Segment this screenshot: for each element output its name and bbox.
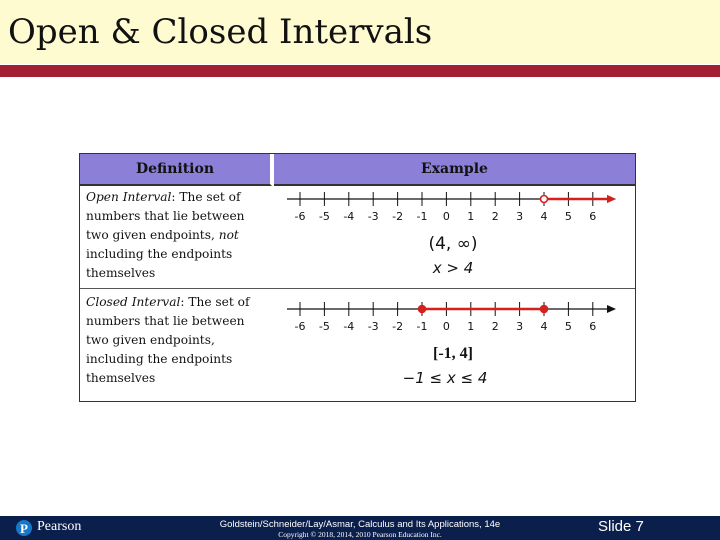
tick-label: -1 [416,210,428,223]
tick-label: 3 [516,320,524,333]
tick-label: 2 [491,320,499,333]
tick-label: -3 [367,210,379,223]
interval-table [79,153,636,402]
open-interval-text-a: : The set of numbers that lie between two given endpoints, [86,190,245,242]
tick-label: 6 [589,320,597,333]
closed-interval-text: : The set of numbers that lie between two given endpoints, including the endpoints themselves [86,295,250,385]
pearson-logo-letter: P [20,521,28,536]
tick-label: 3 [516,210,524,223]
tick-label: 5 [564,320,572,333]
tick-label: 1 [467,320,475,333]
copyright: Copyright © 2018, 2014, 2010 Pearson Education Inc. [278,530,442,539]
slide-title: Open & Closed Intervals [8,12,433,52]
tick-label: 4 [540,210,548,223]
pearson-logo-icon [16,520,32,536]
tick-label: 1 [467,210,475,223]
definition-header: Definition [80,154,272,186]
tick-label: -1 [416,320,428,333]
tick-label: 0 [442,320,450,333]
row-divider [80,288,635,289]
publisher-name: Pearson [37,519,82,534]
open-interval-definition [86,188,262,283]
closed-interval-definition [86,293,262,388]
tick-label: -3 [367,320,379,333]
tick-label: 2 [491,210,499,223]
tick-label: -4 [343,210,355,223]
closed-interval-notation: [-1, 4] [433,345,473,362]
closed-interval-term: Closed Interval [86,295,181,309]
tick-label: -6 [294,320,306,333]
open-interval-notation: (4, ∞) [428,234,478,254]
title-rule [0,65,720,77]
slide-number: Slide 7 [598,518,644,535]
tick-label: -5 [318,210,330,223]
title-bar [0,0,720,64]
footer [0,516,720,540]
tick-label: -6 [294,210,306,223]
tick-label: -2 [392,210,404,223]
closed-interval-inequality: −1 ≤ x ≤ 4 [402,369,488,387]
tick-label: 4 [540,320,548,333]
tick-label: 6 [589,210,597,223]
open-interval-term: Open Interval [86,190,172,204]
tick-label: -4 [343,320,355,333]
open-interval-inequality: x > 4 [432,259,474,277]
tick-label: 5 [564,210,572,223]
open-interval-emphasis: not [218,228,239,242]
tick-label: -5 [318,320,330,333]
example-header: Example [274,154,635,186]
book-credit: Goldstein/Schneider/Lay/Asmar, Calculus and Its Applications, 14e [219,519,501,530]
tick-label: 0 [442,210,450,223]
tick-label: -2 [392,320,404,333]
open-interval-text-b: including the endpoints themselves [86,247,233,280]
